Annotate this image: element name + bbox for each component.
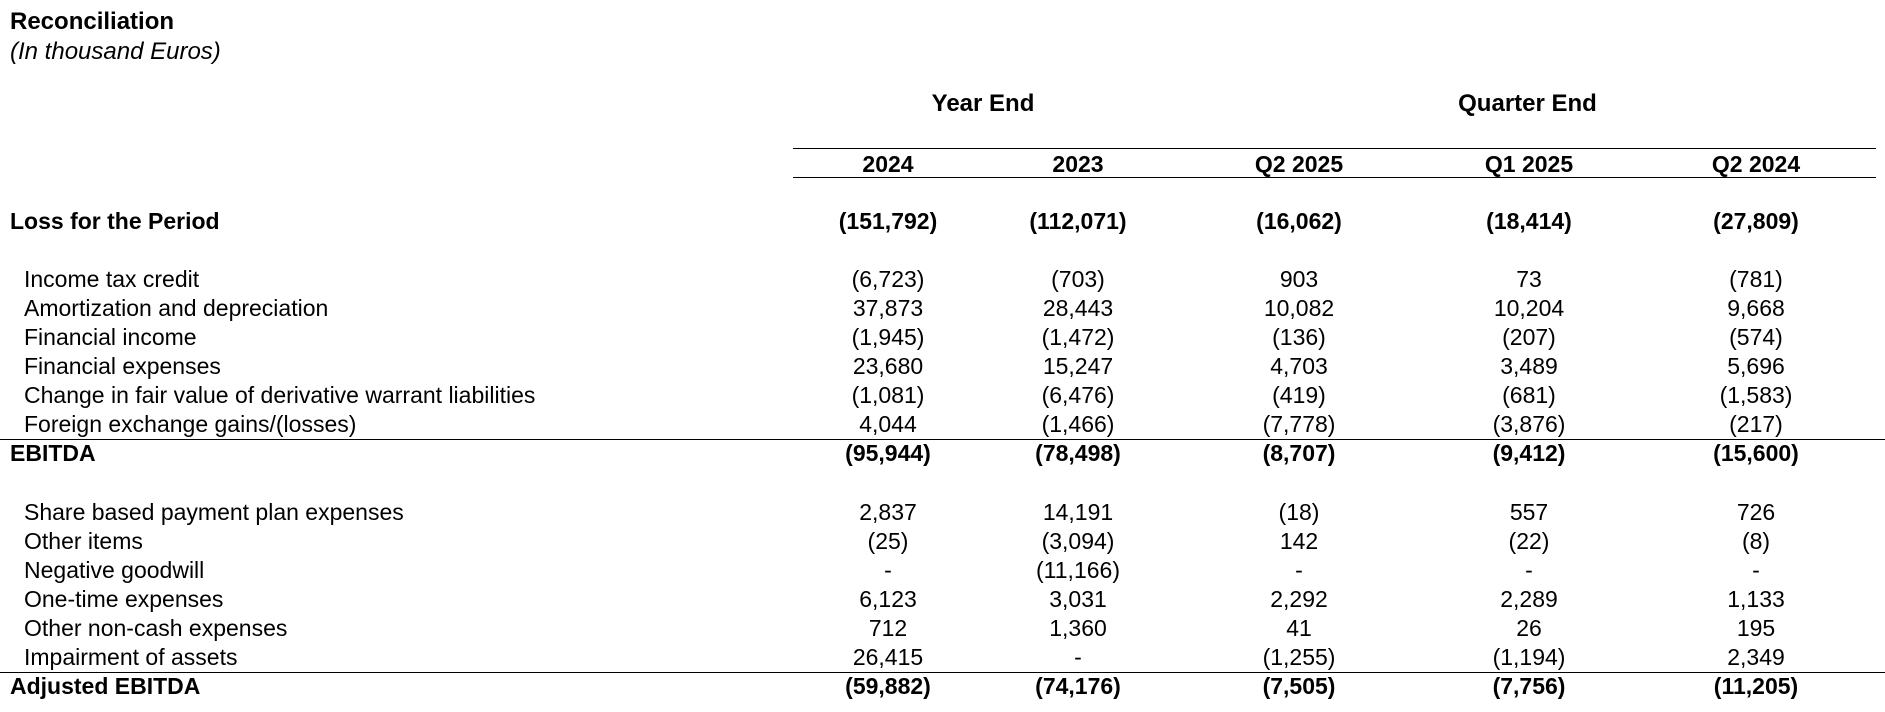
cell-value: (78,498): [1035, 440, 1121, 466]
cell-value: (18): [1278, 499, 1320, 525]
cell-value: (1,194): [1492, 644, 1566, 670]
table-row: [0, 556, 1885, 585]
cell-value: (1,081): [851, 382, 925, 408]
cell-value: (3,094): [1041, 528, 1115, 554]
cell-value: 73: [1516, 266, 1542, 292]
cell-value: 903: [1279, 266, 1319, 292]
cell-value: 1,360: [1049, 615, 1107, 641]
column-header-q2-2024: Q2 2024: [1711, 151, 1801, 177]
cell-value: 6,123: [859, 586, 917, 612]
group-header-quarter-end: Quarter End: [1458, 90, 1597, 117]
row-label: Negative goodwill: [24, 557, 205, 583]
cell-value: 142: [1279, 528, 1319, 554]
row-label: Income tax credit: [24, 266, 200, 292]
table-row-ebitda: [0, 439, 1885, 468]
column-header-q1-2025: Q1 2025: [1484, 151, 1574, 177]
column-header-q2-2025: Q2 2025: [1254, 151, 1344, 177]
cell-value: -: [1295, 557, 1303, 583]
table-row: [0, 410, 1885, 439]
cell-value: 4,044: [859, 411, 917, 437]
cell-value: (27,809): [1713, 208, 1799, 234]
cell-value: -: [1074, 644, 1082, 670]
table-row: [0, 614, 1885, 643]
report-title: Reconciliation: [10, 8, 175, 35]
cell-value: 28,443: [1042, 295, 1114, 321]
row-label: Other non-cash expenses: [24, 615, 288, 641]
cell-value: (419): [1272, 382, 1326, 408]
cell-value: (703): [1051, 266, 1105, 292]
table-row-loss-for-period: [0, 207, 1885, 236]
cell-value: (3,876): [1492, 411, 1566, 437]
cell-value: (151,792): [838, 208, 938, 234]
cell-value: 10,082: [1263, 295, 1335, 321]
cell-value: 15,247: [1042, 353, 1114, 379]
cell-value: 557: [1509, 499, 1549, 525]
table-row: [0, 265, 1885, 294]
cell-value: 2,292: [1270, 586, 1328, 612]
table-row: [0, 294, 1885, 323]
table-row: [0, 498, 1885, 527]
cell-value: 2,837: [859, 499, 917, 525]
cell-value: 3,489: [1500, 353, 1558, 379]
cell-value: (18,414): [1486, 208, 1572, 234]
cell-value: (25): [867, 528, 909, 554]
cell-value: (681): [1502, 382, 1556, 408]
cell-value: (112,071): [1029, 208, 1127, 234]
cell-value: (59,882): [845, 673, 931, 699]
cell-value: (15,600): [1713, 440, 1799, 466]
cell-value: (1,255): [1262, 644, 1336, 670]
row-label: Share based payment plan expenses: [24, 499, 404, 525]
cell-value: (7,778): [1262, 411, 1336, 437]
cell-value: (136): [1272, 324, 1326, 350]
cell-value: (11,205): [1713, 673, 1799, 699]
row-label: Loss for the Period: [10, 208, 220, 234]
cell-value: -: [1525, 557, 1533, 583]
cell-value: (22): [1508, 528, 1550, 554]
table-row: [0, 381, 1885, 410]
table-row: [0, 352, 1885, 381]
cell-value: (9,412): [1492, 440, 1566, 466]
row-label: Impairment of assets: [24, 644, 238, 670]
cell-value: (1,945): [851, 324, 925, 350]
cell-value: 37,873: [852, 295, 924, 321]
column-header-2024: 2024: [862, 151, 914, 177]
cell-value: 5,696: [1727, 353, 1785, 379]
cell-value: (7,505): [1262, 673, 1336, 699]
cell-value: (74,176): [1035, 673, 1121, 699]
table-row: [0, 585, 1885, 614]
cell-value: (6,476): [1041, 382, 1115, 408]
cell-value: (574): [1729, 324, 1783, 350]
cell-value: 41: [1286, 615, 1312, 641]
row-label: Change in fair value of derivative warrant liabilities: [24, 382, 536, 408]
cell-value: (8,707): [1262, 440, 1336, 466]
row-label: Financial expenses: [24, 353, 221, 379]
cell-value: 26,415: [852, 644, 924, 670]
cell-value: -: [1752, 557, 1760, 583]
cell-value: (781): [1729, 266, 1783, 292]
cell-value: 195: [1736, 615, 1776, 641]
cell-value: 4,703: [1270, 353, 1328, 379]
row-label: EBITDA: [10, 440, 96, 466]
cell-value: -: [884, 557, 892, 583]
table-row: [0, 323, 1885, 352]
table-row-adjusted-ebitda: [0, 672, 1885, 701]
row-label: Other items: [24, 528, 143, 554]
row-label: Adjusted EBITDA: [10, 673, 201, 699]
cell-value: 9,668: [1727, 295, 1785, 321]
cell-value: (217): [1729, 411, 1783, 437]
cell-value: 26: [1516, 615, 1542, 641]
header-top-rule: [793, 148, 1876, 149]
cell-value: (95,944): [845, 440, 931, 466]
cell-value: 2,289: [1500, 586, 1558, 612]
cell-value: (7,756): [1492, 673, 1566, 699]
report-subtitle: (In thousand Euros): [10, 38, 221, 65]
cell-value: (16,062): [1256, 208, 1342, 234]
cell-value: 712: [868, 615, 908, 641]
cell-value: (1,472): [1041, 324, 1115, 350]
cell-value: (6,723): [851, 266, 925, 292]
cell-value: 1,133: [1727, 586, 1785, 612]
cell-value: 23,680: [852, 353, 924, 379]
cell-value: 10,204: [1493, 295, 1565, 321]
header-bottom-rule: [793, 177, 1876, 178]
row-label: Foreign exchange gains/(losses): [24, 411, 357, 437]
table-row: [0, 527, 1885, 556]
cell-value: (11,166): [1036, 557, 1120, 583]
cell-value: 14,191: [1042, 499, 1114, 525]
row-label: Amortization and depreciation: [24, 295, 329, 321]
cell-value: 3,031: [1049, 586, 1107, 612]
cell-value: 726: [1736, 499, 1776, 525]
row-label: Financial income: [24, 324, 197, 350]
column-header-2023: 2023: [1052, 151, 1104, 177]
cell-value: (207): [1502, 324, 1556, 350]
cell-value: (1,583): [1719, 382, 1793, 408]
table-row: [0, 643, 1885, 672]
cell-value: (8): [1741, 528, 1771, 554]
row-label: One-time expenses: [24, 586, 224, 612]
group-header-year-end: Year End: [931, 90, 1035, 117]
cell-value: 2,349: [1727, 644, 1785, 670]
cell-value: (1,466): [1041, 411, 1115, 437]
